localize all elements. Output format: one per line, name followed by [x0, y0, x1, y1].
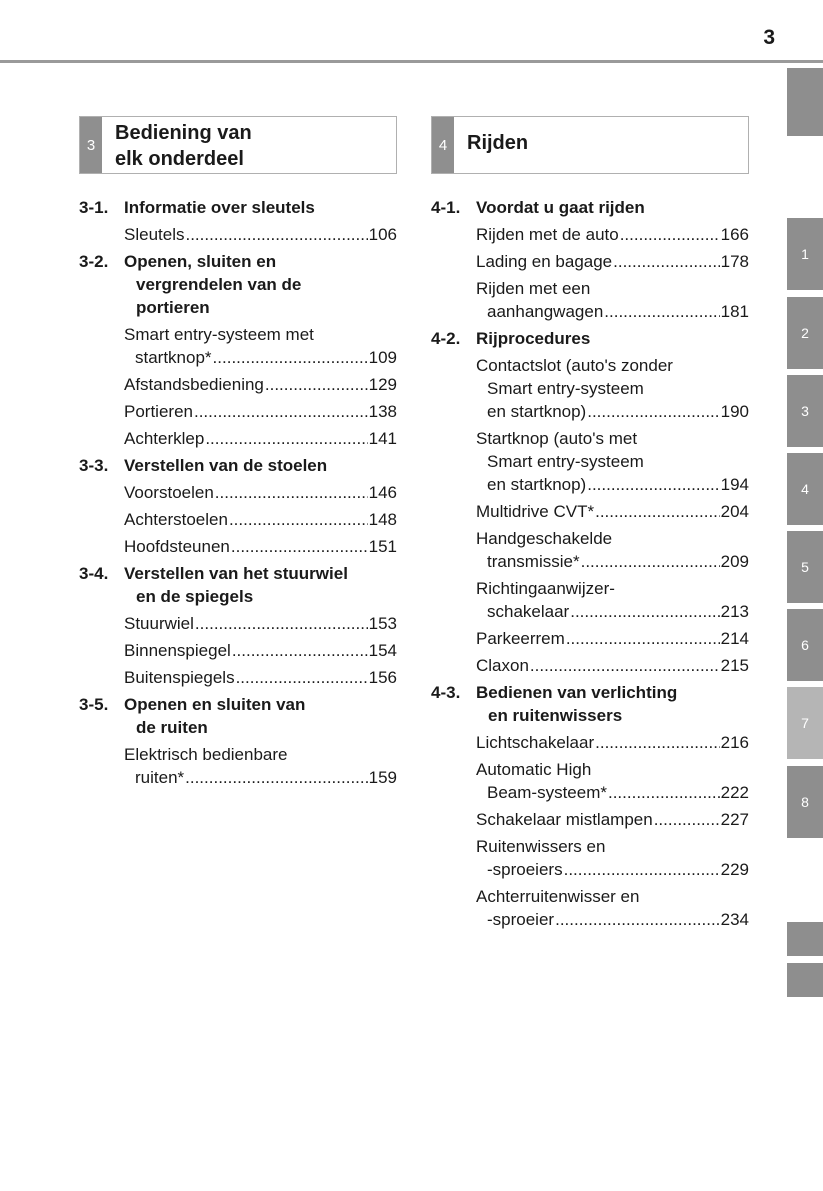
chapter-header [79, 116, 397, 174]
toc-entry[interactable]: Automatic High Beam-systeem* ..... 222 [476, 758, 749, 804]
section-heading: 4-1. Voordat u gaat rijden [431, 198, 645, 217]
toc-entry[interactable]: Parkeerrem ..... 214 [476, 627, 749, 650]
side-tab-blank-top [787, 68, 823, 136]
side-tab-6[interactable]: 6 [787, 609, 823, 681]
section-heading: 3-5. Openen en sluiten van de ruiten [79, 695, 306, 737]
toc-entry[interactable]: Elektrisch bedienbare ruiten* ..... 159 [124, 743, 397, 789]
chapter-header [431, 116, 749, 174]
side-tab-5[interactable]: 5 [787, 531, 823, 603]
toc-entry[interactable]: Stuurwiel ..... 153 [124, 612, 397, 635]
toc-entry[interactable]: Lading en bagage ..... 178 [476, 250, 749, 273]
chapter-number: 3 [80, 117, 102, 173]
toc-entry[interactable]: Afstandsbediening ..... 129 [124, 373, 397, 396]
chapter-number: 4 [432, 117, 454, 173]
side-tab-2[interactable]: 2 [787, 297, 823, 369]
toc-entry[interactable]: Startknop (auto's met Smart entry-systeem en startknop) ..... 194 [476, 427, 749, 496]
toc-entry[interactable]: Contactslot (auto's zonder Smart entry-systeem en startknop) ..... 190 [476, 354, 749, 423]
side-tab-4[interactable]: 4 [787, 453, 823, 525]
chapter-title: Bediening van elk onderdeel [115, 122, 252, 170]
toc-entry[interactable]: Achterruitenwisser en -sproeier ..... 234 [476, 885, 749, 931]
side-tab-8[interactable]: 8 [787, 766, 823, 838]
chapter-title: Rijden [467, 132, 529, 154]
side-tab-7[interactable]: 7 [787, 687, 823, 759]
side-tab-1[interactable]: 1 [787, 218, 823, 290]
toc-entry[interactable]: Multidrive CVT* ..... 204 [476, 500, 749, 523]
section-heading: 4-2. Rijprocedures [431, 329, 591, 348]
toc-entry[interactable]: Buitenspiegels ..... 156 [124, 666, 397, 689]
toc-entry[interactable]: Portieren ..... 138 [124, 400, 397, 423]
header-rule [0, 60, 823, 63]
chapter-3-column [79, 116, 397, 789]
toc-entry[interactable]: Smart entry-systeem met startknop* ..... 109 [124, 323, 397, 369]
side-tab-blank-end [787, 963, 823, 997]
toc-entry[interactable]: Lichtschakelaar ..... 216 [476, 731, 749, 754]
toc-entry[interactable]: Richtingaanwijzer- schakelaar ..... 213 [476, 577, 749, 623]
toc-entry[interactable]: Claxon ..... 215 [476, 654, 749, 677]
toc-entry[interactable]: Rijden met de auto ..... 166 [476, 223, 749, 246]
chapter-4-column [431, 116, 749, 931]
toc-entry[interactable]: Handgeschakelde transmissie* ..... 209 [476, 527, 749, 573]
toc-entry[interactable]: Hoofdsteunen ..... 151 [124, 535, 397, 558]
section-heading: 3-3. Verstellen van de stoelen [79, 456, 328, 475]
page-number: 3 [763, 26, 775, 49]
section-heading: 3-2. Openen, sluiten en vergrendelen van de portieren [79, 252, 302, 317]
side-tab-3[interactable]: 3 [787, 375, 823, 447]
toc-entry[interactable]: Achterklep ..... 141 [124, 427, 397, 450]
toc-entry[interactable]: Rijden met een aanhangwagen ..... 181 [476, 277, 749, 323]
toc-entry[interactable]: Schakelaar mistlampen ..... 227 [476, 808, 749, 831]
toc-entry[interactable]: Sleutels ..... 106 [124, 223, 397, 246]
toc-entry[interactable]: Achterstoelen ..... 148 [124, 508, 397, 531]
toc-entry[interactable]: Binnenspiegel ..... 154 [124, 639, 397, 662]
section-heading: 3-4. Verstellen van het stuurwiel en de spiegels [79, 564, 348, 606]
section-heading: 3-1. Informatie over sleutels [79, 198, 315, 217]
section-heading: 4-3. Bedienen van verlichting en ruitenwissers [431, 683, 678, 725]
side-tab-blank-index [787, 922, 823, 956]
toc-entry[interactable]: Ruitenwissers en -sproeiers ..... 229 [476, 835, 749, 881]
toc-entry[interactable]: Voorstoelen ..... 146 [124, 481, 397, 504]
